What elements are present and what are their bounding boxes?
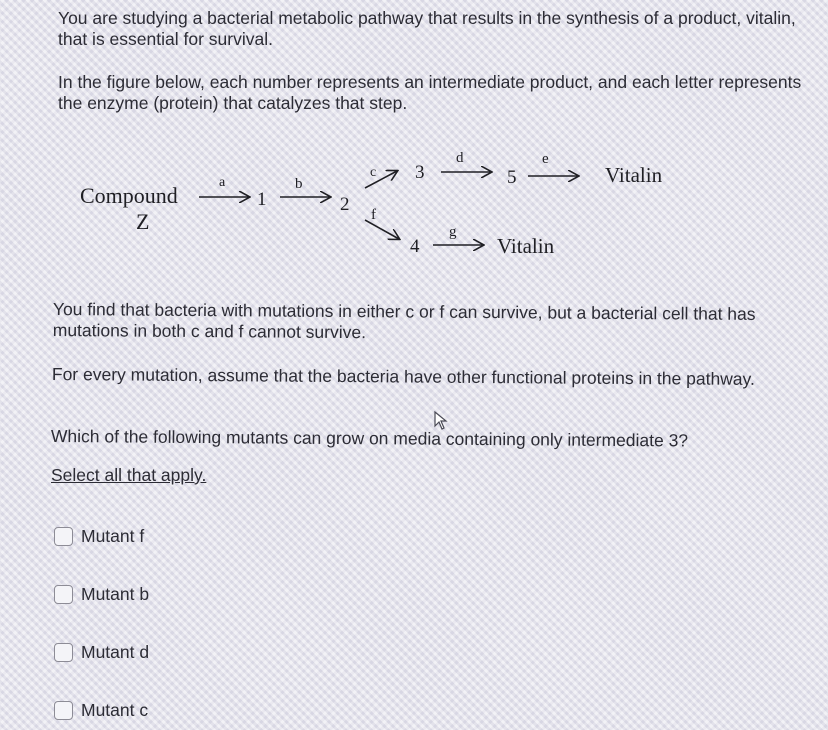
product-vitalin-bottom: Vitalin (497, 234, 555, 258)
enzyme-b: b (295, 176, 303, 192)
checkbox-mutant-f[interactable] (54, 527, 73, 546)
start-compound-z: Z (136, 209, 150, 234)
question-prompt: Which of the following mutants can grow on media containing only intermediate 3? (50, 426, 689, 451)
checkbox-mutant-c[interactable] (54, 701, 73, 720)
intermediate-1: 1 (257, 189, 267, 210)
intro-text: You are studying a bacterial metabolic pathway that results in the synthesis of a product, vitalin, that is essential for survival. (58, 8, 796, 49)
intermediate-4: 4 (410, 236, 420, 257)
enzyme-e: e (542, 151, 549, 167)
pathway-diagram (0, 0, 828, 300)
intermediate-2: 2 (340, 194, 350, 215)
select-all-instruction: Select all that apply. (51, 465, 207, 485)
option-mutant-d[interactable] (54, 642, 149, 663)
enzyme-c: c (370, 165, 377, 180)
finding-text: You find that bacteria with mutations in either c or f can survive, but a bacterial cell that has mutations in both c and f cannot survive. (52, 299, 756, 343)
enzyme-d: d (456, 150, 464, 166)
checkbox-mutant-d[interactable] (54, 643, 73, 662)
figure-note-text: In the figure below, each number represents an intermediate product, and each letter represents the enzyme (protein) that catalyzes that step. (58, 72, 802, 113)
option-label: Mutant d (81, 642, 150, 662)
option-mutant-b[interactable] (54, 584, 149, 605)
enzyme-a: a (219, 175, 226, 190)
checkbox-mutant-b[interactable] (54, 585, 73, 604)
product-vitalin-top: Vitalin (605, 163, 663, 187)
intermediate-5: 5 (507, 167, 517, 188)
enzyme-f: f (371, 207, 376, 223)
start-compound-label: Compound (80, 183, 178, 208)
option-mutant-c[interactable] (54, 700, 148, 721)
assumption-text: For every mutation, assume that the bacteria have other functional proteins in the pathway. (51, 364, 755, 389)
intermediate-3: 3 (415, 162, 425, 183)
option-label: Mutant f (81, 526, 145, 546)
option-label: Mutant c (81, 700, 149, 720)
option-label: Mutant b (81, 584, 150, 604)
enzyme-g: g (449, 224, 457, 240)
option-mutant-f[interactable] (54, 526, 144, 547)
